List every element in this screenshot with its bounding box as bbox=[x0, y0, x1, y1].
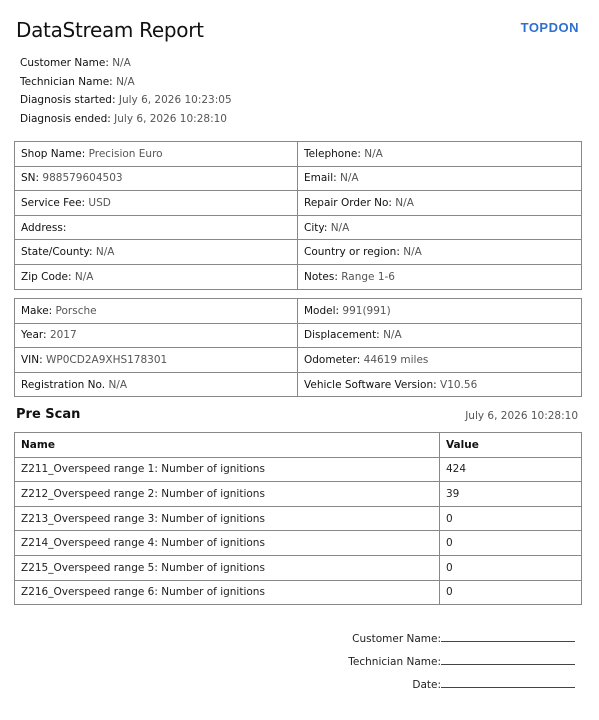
signature-date-row bbox=[412, 676, 575, 691]
telephone-cell: Telephone: N/A bbox=[298, 142, 582, 167]
email-cell: Email: N/A bbox=[298, 166, 582, 191]
table-row bbox=[15, 348, 582, 373]
parameter-name: Z216_Overspeed range 6: Number of ignitions bbox=[15, 580, 440, 605]
shop-name-cell: Shop Name: Precision Euro bbox=[15, 142, 298, 167]
registration-cell: Registration No. N/A bbox=[15, 372, 298, 397]
parameter-name: Z212_Overspeed range 2: Number of ignitions bbox=[15, 482, 440, 507]
table-row bbox=[15, 531, 582, 556]
signature-customer-label: Customer Name: bbox=[352, 633, 441, 645]
report-title: DataStream Report bbox=[16, 18, 204, 42]
prescan-timestamp: July 6, 2026 10:28:10 bbox=[465, 410, 578, 422]
datastream-table bbox=[14, 432, 582, 605]
parameter-value: 0 bbox=[440, 531, 582, 556]
signature-technician-row bbox=[348, 653, 575, 668]
table-row bbox=[15, 372, 582, 397]
year-cell: Year: 2017 bbox=[15, 323, 298, 348]
table-row bbox=[15, 215, 582, 240]
diagnosis-started-row: Diagnosis started: July 6, 2026 10:23:05 bbox=[20, 94, 232, 107]
state-cell: State/County: N/A bbox=[15, 240, 298, 265]
signature-customer-line bbox=[441, 630, 575, 642]
country-cell: Country or region: N/A bbox=[298, 240, 582, 265]
technician-name-row: Technician Name: N/A bbox=[20, 75, 135, 88]
signature-technician-line bbox=[441, 653, 575, 665]
topdon-logo: TOPDON bbox=[520, 20, 579, 35]
parameter-name: Z215_Overspeed range 5: Number of ignitions bbox=[15, 555, 440, 580]
zip-cell: Zip Code: N/A bbox=[15, 264, 298, 289]
table-row bbox=[15, 240, 582, 265]
table-row bbox=[15, 264, 582, 289]
city-cell: City: N/A bbox=[298, 215, 582, 240]
notes-cell: Notes: Range 1-6 bbox=[298, 264, 582, 289]
service-fee-cell: Service Fee: USD bbox=[15, 191, 298, 216]
table-row bbox=[15, 299, 582, 324]
table-row bbox=[15, 323, 582, 348]
signature-date-label: Date: bbox=[412, 679, 441, 691]
parameter-name: Z211_Overspeed range 1: Number of ignitions bbox=[15, 457, 440, 482]
displacement-cell: Displacement: N/A bbox=[298, 323, 582, 348]
parameter-value: 0 bbox=[440, 580, 582, 605]
table-row bbox=[15, 142, 582, 167]
sn-cell: SN: 988579604503 bbox=[15, 166, 298, 191]
parameter-value: 0 bbox=[440, 506, 582, 531]
table-row bbox=[15, 482, 582, 507]
parameter-value: 0 bbox=[440, 555, 582, 580]
parameter-value: 39 bbox=[440, 482, 582, 507]
table-row bbox=[15, 506, 582, 531]
signature-technician-label: Technician Name: bbox=[348, 656, 441, 668]
table-row bbox=[15, 166, 582, 191]
diagnosis-ended-row: Diagnosis ended: July 6, 2026 10:28:10 bbox=[20, 112, 227, 125]
signature-customer-row bbox=[352, 630, 575, 645]
table-row bbox=[15, 457, 582, 482]
repair-order-cell: Repair Order No: N/A bbox=[298, 191, 582, 216]
vehicle-info-table bbox=[14, 298, 582, 397]
parameter-value: 424 bbox=[440, 457, 582, 482]
column-header-value: Value bbox=[440, 433, 582, 458]
model-cell: Model: 991(991) bbox=[298, 299, 582, 324]
software-version-cell: Vehicle Software Version: V10.56 bbox=[298, 372, 582, 397]
address-cell: Address: bbox=[15, 215, 298, 240]
table-row bbox=[15, 580, 582, 605]
table-row bbox=[15, 191, 582, 216]
signature-date-line bbox=[441, 676, 575, 688]
report-meta bbox=[20, 54, 232, 128]
parameter-name: Z213_Overspeed range 3: Number of ignitions bbox=[15, 506, 440, 531]
prescan-title: Pre Scan bbox=[16, 407, 81, 422]
table-header-row bbox=[15, 433, 582, 458]
parameter-name: Z214_Overspeed range 4: Number of ignitions bbox=[15, 531, 440, 556]
shop-info-table bbox=[14, 141, 582, 290]
table-row bbox=[15, 555, 582, 580]
column-header-name: Name bbox=[15, 433, 440, 458]
customer-name-row: Customer Name: N/A bbox=[20, 57, 131, 69]
odometer-cell: Odometer: 44619 miles bbox=[298, 348, 582, 373]
make-cell: Make: Porsche bbox=[15, 299, 298, 324]
vin-cell: VIN: WP0CD2A9XHS178301 bbox=[15, 348, 298, 373]
